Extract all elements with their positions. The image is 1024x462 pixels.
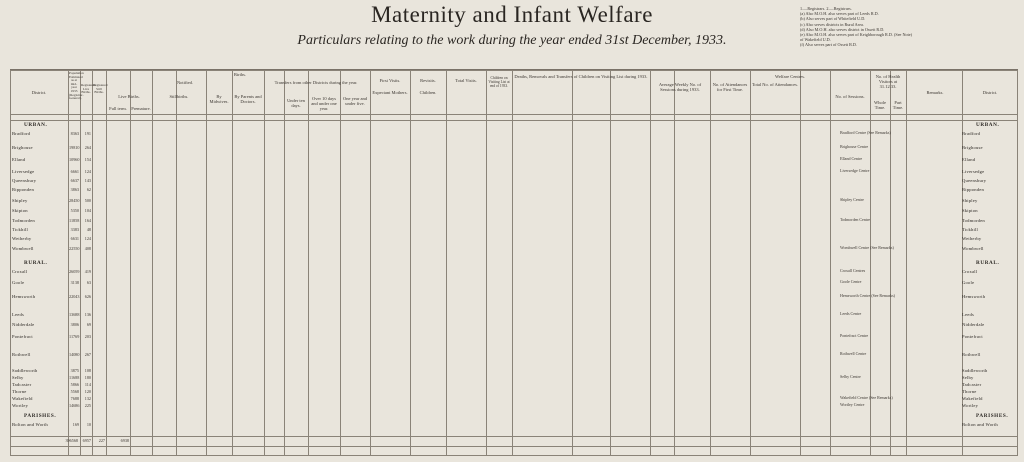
live-births-value: 408 bbox=[84, 246, 91, 251]
welfare-centre: Leeds Centre bbox=[840, 311, 862, 316]
population-value: 3875 bbox=[70, 368, 79, 373]
live-births-value: 143 bbox=[84, 178, 91, 183]
district-name-right: Skipton bbox=[962, 208, 978, 213]
population-value: 10960 bbox=[69, 157, 80, 162]
population-value: 14080 bbox=[69, 352, 80, 357]
note-line: (e) Also M.O.H. also serves part of Keighborough R.D. (See Note) bbox=[800, 32, 912, 38]
col-part-time: Part Time. bbox=[892, 100, 904, 110]
welfare-centre: Todmorden Centre bbox=[840, 217, 871, 222]
district-name: Queensbury bbox=[12, 178, 37, 183]
live-births-value: 154 bbox=[84, 157, 91, 162]
live-births-value: 225 bbox=[84, 403, 91, 408]
col-under-ten: Under ten days. bbox=[287, 98, 305, 108]
district-name: Goole bbox=[12, 280, 25, 285]
col-average-weekly: Average Weekly No. of Sessions during 1933. bbox=[658, 82, 702, 92]
district-name: Liversedge bbox=[12, 169, 35, 174]
statistics-table bbox=[10, 69, 1018, 456]
total-population: 396568 bbox=[65, 438, 78, 443]
district-name: Ripponden bbox=[12, 187, 34, 192]
district-name-right: Rothwell bbox=[962, 352, 981, 357]
district-name: Leeds bbox=[12, 312, 24, 317]
welfare-centre: Rothwell Centre bbox=[840, 351, 867, 356]
welfare-centre: Elland Centre bbox=[840, 156, 863, 161]
district-name: Wombwell bbox=[12, 246, 34, 251]
district-name: Skipton bbox=[12, 208, 28, 213]
live-births-value: 180 bbox=[84, 375, 91, 380]
district-name: Shipley bbox=[12, 198, 28, 203]
district-name-right: Elland bbox=[962, 157, 976, 162]
col-full-term: Full term. bbox=[109, 106, 127, 111]
col-population: Population Estimated as at mid-year 1933 (Registrar-General). bbox=[69, 71, 84, 101]
col-one-year: One year and under five. bbox=[343, 96, 367, 106]
live-births-value: 132 bbox=[84, 396, 91, 401]
population-value: 3863 bbox=[70, 187, 79, 192]
live-births-value: 264 bbox=[84, 145, 91, 150]
page-subtitle: Particulars relating to the work during the year ended 31st December, 1933. bbox=[297, 33, 727, 48]
welfare-centre: Goole Centre bbox=[840, 279, 862, 284]
district-name-right: Thorne bbox=[962, 389, 977, 394]
district-name: Wetherby bbox=[12, 236, 32, 241]
live-births-value: 124 bbox=[84, 169, 91, 174]
district-name-right: Shipley bbox=[962, 198, 978, 203]
district-name-right: Queensbury bbox=[962, 178, 987, 183]
welfare-centre: Wombwell Centre (See Remarks) bbox=[840, 245, 894, 250]
col-whole-time: Whole Time. bbox=[874, 100, 886, 110]
district-name: Pontefract bbox=[12, 334, 33, 339]
section-parishes: PARISHES. bbox=[24, 413, 57, 419]
col-district-right: District. bbox=[982, 90, 998, 95]
live-births-value: 69 bbox=[86, 322, 91, 327]
district-name-right: Tickhill bbox=[962, 227, 978, 232]
district-name-right: Wortley bbox=[962, 403, 979, 408]
total-full-term: 6938 bbox=[120, 438, 129, 443]
welfare-centre: Brighouse Centre bbox=[840, 144, 869, 149]
note-line: (f) Also serves part of Ossett R.D. bbox=[800, 42, 857, 48]
district-name: Todmorden bbox=[12, 218, 35, 223]
col-premature: Premature. bbox=[131, 106, 151, 111]
col-total-attendances: Total No. of Attendances. bbox=[751, 82, 799, 87]
col-registered-still: Registered Still Births. bbox=[93, 83, 108, 95]
district-name-right: Ripponden bbox=[962, 187, 984, 192]
col-expectant: Expectant Mothers. bbox=[372, 90, 408, 95]
col-attendances: No. of Attendances for First Time. bbox=[712, 82, 748, 92]
welfare-centre: Wakefield Centre (See Remarks) bbox=[840, 395, 893, 400]
district-name-right: Selby bbox=[962, 375, 974, 380]
population-value: 6661 bbox=[70, 169, 79, 174]
col-notified: Notified. bbox=[176, 80, 194, 85]
welfare-centre: Selby Centre bbox=[840, 374, 861, 379]
col-district: District. bbox=[31, 90, 47, 95]
population-value: 19810 bbox=[69, 145, 80, 150]
district-name: Tadcaster bbox=[12, 382, 32, 387]
welfare-centre: Wortley Centre bbox=[840, 402, 865, 407]
section-urban-right: URBAN. bbox=[976, 122, 1000, 128]
welfare-centre: Liversedge Centre bbox=[840, 168, 870, 173]
total-live: 6957 bbox=[82, 438, 91, 443]
district-name-right: Croxall bbox=[962, 269, 978, 274]
note-line: of Wakefield U.D. bbox=[800, 37, 831, 43]
district-name: Elland bbox=[12, 157, 26, 162]
district-name-right: Tadcaster bbox=[962, 382, 982, 387]
district-name-right: Saddleworth bbox=[962, 368, 988, 373]
col-welfare-centres: Welfare Centres. bbox=[774, 74, 806, 79]
note-line: 1.—Registrars. 2.—Registrars. bbox=[800, 6, 852, 11]
district-name: Bradford bbox=[12, 131, 31, 136]
population-value: 11688 bbox=[69, 375, 80, 380]
district-name: Wortley bbox=[12, 403, 29, 408]
col-by-midwives: By Midwives. bbox=[209, 94, 229, 104]
section-rural: RURAL. bbox=[24, 260, 48, 266]
population-value: 8363 bbox=[70, 131, 79, 136]
live-births-value: 108 bbox=[84, 368, 91, 373]
district-name-right: Bolton and Worth bbox=[962, 422, 998, 427]
population-value: 3806 bbox=[70, 322, 79, 327]
col-by-parents: By Parents and Doctors. bbox=[234, 94, 262, 104]
col-over-ten: Over 10 days and under one year. bbox=[311, 96, 337, 111]
live-births-value: 267 bbox=[84, 352, 91, 357]
district-name-right: Bradford bbox=[962, 131, 981, 136]
district-name: Bolton and Worth bbox=[12, 422, 48, 427]
population-value: 7688 bbox=[70, 396, 79, 401]
population-value: 6637 bbox=[70, 178, 79, 183]
district-name: Rothwell bbox=[12, 352, 31, 357]
col-children: Children. bbox=[419, 90, 437, 95]
population-value: 22043 bbox=[69, 294, 80, 299]
col-first-visits: First Visits. bbox=[379, 78, 401, 83]
population-value: 5568 bbox=[70, 389, 79, 394]
live-births-value: 124 bbox=[84, 236, 91, 241]
population-value: 169 bbox=[72, 422, 79, 427]
district-name-right: Wombwell bbox=[962, 246, 984, 251]
population-value: 6631 bbox=[70, 236, 79, 241]
footnotes bbox=[800, 6, 1015, 48]
live-births-value: 62 bbox=[86, 187, 91, 192]
live-births-value: 500 bbox=[84, 198, 91, 203]
welfare-centre: Pontefract Centre bbox=[840, 333, 869, 338]
col-transfers: Transfers from other Districts during the year. bbox=[274, 80, 358, 85]
population-value: 13688 bbox=[69, 312, 80, 317]
population-value: 11858 bbox=[69, 218, 80, 223]
district-name: Brighouse bbox=[12, 145, 33, 150]
population-value: 5866 bbox=[70, 382, 79, 387]
welfare-centre: Hemsworth Centre (See Remarks) bbox=[840, 293, 895, 298]
section-urban: URBAN. bbox=[24, 122, 48, 128]
col-stillbirths: Stillbirths. bbox=[169, 94, 189, 99]
live-births-value: 10 bbox=[86, 422, 91, 427]
live-births-value: 203 bbox=[84, 334, 91, 339]
district-name: Tickhill bbox=[12, 227, 28, 232]
live-births-value: 136 bbox=[84, 312, 91, 317]
live-births-value: 419 bbox=[84, 269, 91, 274]
section-rural-right: RURAL. bbox=[976, 260, 1000, 266]
note-line: (d) Also M.O.H. also serves district in Ossett R.D. bbox=[800, 26, 885, 32]
district-name-right: Brighouse bbox=[962, 145, 983, 150]
total-row bbox=[10, 436, 1018, 445]
col-registered-live: Registered Live Births. bbox=[81, 83, 96, 95]
live-births-value: 48 bbox=[86, 227, 91, 232]
district-name: Hemsworth bbox=[12, 294, 36, 299]
district-name-right: Hemsworth bbox=[962, 294, 986, 299]
live-births-value: 120 bbox=[84, 389, 91, 394]
district-name: Saddleworth bbox=[12, 368, 38, 373]
district-name: Croxall bbox=[12, 269, 28, 274]
district-name-right: Pontefract bbox=[962, 334, 983, 339]
live-births-value: 104 bbox=[84, 208, 91, 213]
live-births-value: 191 bbox=[84, 131, 91, 136]
col-health-visitors: No. of Health Visitors at 31.12.33. bbox=[875, 74, 901, 89]
population-value: 28450 bbox=[69, 198, 80, 203]
district-name-right: Liversedge bbox=[962, 169, 985, 174]
welfare-centre: Croxall Centres bbox=[840, 268, 866, 273]
population-value: 22550 bbox=[69, 246, 80, 251]
district-name-right: Wakefield bbox=[962, 396, 983, 401]
district-name: Wakefield bbox=[12, 396, 33, 401]
total-still: 227 bbox=[98, 438, 105, 443]
live-births-value: 626 bbox=[84, 294, 91, 299]
col-total-visits: Total Visits. bbox=[455, 78, 477, 83]
col-live-births: Live Births. bbox=[118, 94, 140, 99]
section-parishes-right: PARISHES. bbox=[976, 413, 1009, 419]
district-name-right: Nidderdale bbox=[962, 322, 985, 327]
col-sessions: No. of Sessions. bbox=[835, 94, 865, 99]
col-births: Births. bbox=[233, 72, 247, 77]
district-name: Selby bbox=[12, 375, 24, 380]
population-value: 11769 bbox=[69, 334, 80, 339]
population-value: 14686 bbox=[69, 403, 80, 408]
col-deaths: Deaths, Removals and Transfers of Children on Visiting List during 1933. bbox=[514, 74, 648, 79]
note-line: (a) Also M.O.H. also serves part of Leeds R.D. bbox=[800, 11, 879, 17]
district-name-right: Wetherby bbox=[962, 236, 982, 241]
welfare-centre: Bradford Centre (See Remarks) bbox=[840, 130, 891, 135]
live-births-value: 114 bbox=[84, 382, 91, 387]
note-line: (b) Also serves part of Whitefield U.D. bbox=[800, 16, 866, 22]
population-value: 3383 bbox=[70, 227, 79, 232]
population-value: 26059 bbox=[69, 269, 80, 274]
col-revisits: Revisits. bbox=[420, 78, 436, 83]
district-name-right: Todmorden bbox=[962, 218, 985, 223]
col-children-visiting: Children on Visiting List at end of 1933. bbox=[488, 76, 510, 88]
population-value: 5350 bbox=[70, 208, 79, 213]
population-value: 3138 bbox=[70, 280, 79, 285]
col-remarks: Remarks. bbox=[926, 90, 944, 95]
district-name: Nidderdale bbox=[12, 322, 35, 327]
page-title: Maternity and Infant Welfare bbox=[371, 2, 653, 27]
district-name: Thorne bbox=[12, 389, 27, 394]
district-name-right: Goole bbox=[962, 280, 975, 285]
live-births-value: 164 bbox=[84, 218, 91, 223]
live-births-value: 63 bbox=[86, 280, 91, 285]
welfare-centre: Shipley Centre bbox=[840, 197, 864, 202]
district-name-right: Leeds bbox=[962, 312, 974, 317]
note-line: (c) Also serves districts in Rural Area. bbox=[800, 21, 864, 27]
